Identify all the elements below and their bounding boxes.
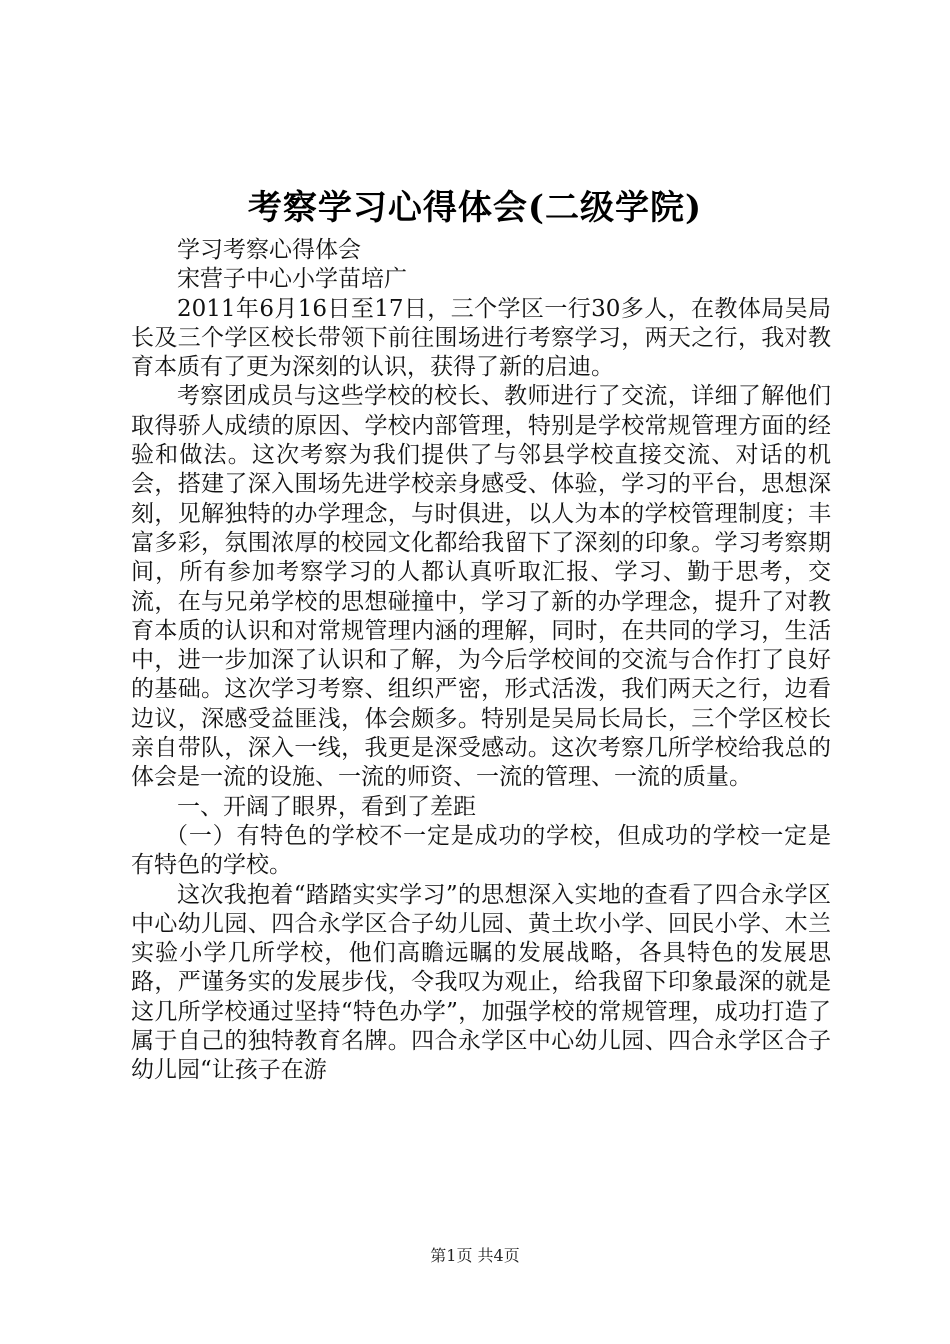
paragraph-author: 宋营子中心小学苗培广 bbox=[177, 266, 407, 293]
paragraph-visit: 这次我抱着“踏踏实实学习”的思想深入实地的查看了四合永学区中心幼儿园、四合永学区合子幼儿园、黄土坎小学、回民小学、木兰实验小学几所学校，他们高瞻远瞩的发展战略，各具特色的发展思路，严谨务实的发展步伐，令我叹为观止，给我留下印象最深的就是这几所学校通过坚持“特色办学”，加强学校的常规管理，成功打造了属于自己的独特教育名牌。四合永学区中心幼儿园、四合永学区合子幼儿园“让孩子在游 bbox=[131, 881, 831, 1084]
paragraph-exchange: 考察团成员与这些学校的校长、教师进行了交流，详细了解他们取得骄人成绩的原因、学校内部管理，特别是学校常规管理方面的经验和做法。这次考察为我们提供了与邻县学校直接交流、对话的机会，搭建了深入围场先进学校亲身感受、体验，学习的平台，思想深刻，见解独特的办学理念，与时俱进，以人为本的学校管理制度；丰富多彩，氛围浓厚的校园文化都给我留下了深刻的印象。学习考察期间，所有参加考察学习的人都认真听取汇报、学习、勤于思考，交流，在与兄弟学校的思想碰撞中，学习了新的办学理念，提升了对教育本质的认识和对常规管理内涵的理解，同时，在共同的学习，生活中，进一步加深了认识和了解，为今后学校间的交流与合作打了良好的基础。这次学习考察、组织严密，形式活泼，我们两天之行，边看边议，深感受益匪浅，体会颇多。特别是吴局长局长，三个学区校长亲自带队，深入一线，我更是深受感动。这次考察几所学校给我总的体会是一流的设施、一流的师资、一流的管理、一流的质量。 bbox=[131, 383, 831, 791]
paragraph-heading: 学习考察心得体会 bbox=[177, 237, 361, 263]
subsection-heading-1: （一）有特色的学校不一定是成功的学校，但成功的学校一定是有特色的学校。 bbox=[131, 822, 831, 879]
document-title: 考察学习心得体会(二级学院) bbox=[247, 188, 703, 228]
page-footer: 第1页 共4页 bbox=[430, 1246, 520, 1265]
document-body bbox=[131, 236, 831, 1086]
section-heading-1: 一、开阔了眼界，看到了差距 bbox=[177, 793, 476, 820]
paragraph-intro: 2011年6月16日至17日，三个学区一行30多人，在教体局吴局长及三个学区校长带领下前往围场进行考察学习，两天之行，我对教育本质有了更为深刻的认识，获得了新的启迪。 bbox=[131, 295, 831, 381]
